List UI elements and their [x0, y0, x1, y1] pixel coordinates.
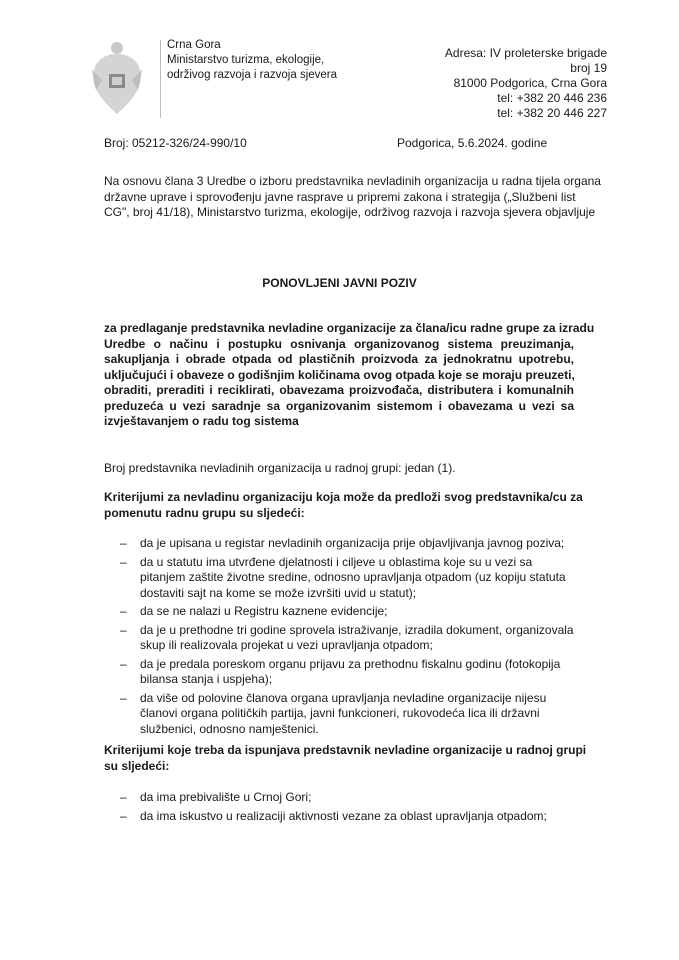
dash-bullet: –: [120, 690, 127, 705]
text-line: državne uprave i sprovođenju javne rasprave u pripremi zakona i strategija („Službeni list: [104, 189, 576, 204]
list-item: – da je upisana u registar nevladinih organizacija prije objavljivanja javnog poziva;: [120, 536, 565, 550]
address-line: broj 19: [570, 61, 607, 75]
list-item: – da je predala poreskom organu prijavu za prethodnu fiskalnu godinu (fotokopija bilansa stanja i uspjeha);: [120, 656, 561, 686]
org-line: Ministarstvo turizma, ekologije,: [167, 54, 325, 66]
document-title: PONOVLJENI JAVNI POZIV: [262, 276, 417, 290]
coat-of-arms-icon: [88, 40, 146, 118]
text-line: su sljedeći:: [104, 758, 170, 773]
text-line: Kriterijumi za nevladinu organizaciju koja može da predloži svog predstavnika/cu za: [104, 490, 583, 504]
rep-criteria-heading: [104, 743, 587, 774]
list-item: – da u statutu ima utvrđene djelatnosti i ciljeve u oblastima koje su u vezi sa pitanjem zaštite životne sredine, odnosno upravljanja otpadom (uz kopiju statuta dostaviti sajt na kome se može izvršiti uvid u statut);: [120, 554, 566, 600]
address-line: tel: +382 20 446 227: [497, 106, 607, 120]
list-item: – da ima iskustvo u realizaciji aktivnosti vezane za oblast upravljanja otpadom;: [120, 808, 547, 823]
org-criteria-list: [120, 536, 574, 740]
text-line: Uredbe o načinu i postupku osnivanja organizovanog sistema preuzimanja,: [104, 336, 574, 351]
org-criteria-heading: [104, 490, 583, 521]
text-line: izvještavanjem o radu tog sistema: [104, 414, 299, 428]
text-line: Na osnovu člana 3 Uredbe o izboru predstavnika nevladinih organizacija u radna tijela organa: [104, 174, 601, 188]
address-line: Adresa: IV proleterske brigade: [444, 46, 607, 60]
address-block: [445, 46, 607, 121]
organization-name: [167, 38, 337, 83]
list-item: – da se ne nalazi u Registru kaznene evidencije;: [120, 604, 388, 618]
text-line: Kriterijumi koje treba da ispunjava predstavnik nevladine organizacije u radnoj grupi: [104, 743, 587, 757]
list-item: – da je u prethodne tri godine sprovela istraživanje, izradila dokument, organizovala skup ili realizovala projekat u vezi upravljanja otpadom;: [120, 622, 574, 652]
dash-bullet: –: [120, 604, 127, 618]
dash-bullet: –: [120, 622, 127, 637]
text-line: pomenutu radnu grupu su sljedeći:: [104, 505, 305, 520]
text-line: sakupljanja i obrade otpada od plastičnih proizvoda za jednokratnu upotrebu,: [104, 352, 574, 366]
text-line: za predlaganje predstavnika nevladine organizacije za člana/icu radne grupe za izradu: [104, 321, 595, 335]
org-line: Crna Gora: [167, 39, 221, 51]
subject-paragraph: [104, 321, 595, 430]
list-item: – da ima prebivalište u Crnoj Gori;: [120, 790, 312, 804]
dash-bullet: –: [120, 554, 127, 569]
address-line: tel: +382 20 446 236: [497, 91, 607, 105]
dash-bullet: –: [120, 656, 127, 671]
list-item: – da više od polovine članova organa upravljanja nevladine organizacije nijesu članovi organa političkih partija, javni funkcioneri, rukovodeća lica ili državni službenici, odnosno namještenici.: [120, 690, 547, 736]
address-line: 81000 Podgorica, Crna Gora: [453, 76, 607, 90]
document-date: Podgorica, 5.6.2024. godine: [397, 136, 548, 150]
intro-paragraph: [104, 174, 601, 221]
dash-bullet: –: [120, 536, 127, 550]
header-divider: [160, 40, 161, 118]
text-line: CG", broj 41/18), Ministarstvo turizma, ekologije, održivog razvoja i razvoja sjevera objavljuje: [104, 205, 596, 219]
text-line: obraditi, preraditi i reciklirati, obavezama proizvođača, distributera i komunalnih: [104, 383, 574, 397]
text-line: preduzeća u vezi saradnje sa organizovanim sistemom i obavezama u vezi sa: [104, 398, 574, 413]
representative-count: Broj predstavnika nevladinih organizacija u radnoj grupi: jedan (1).: [104, 461, 456, 475]
text-line: uključujući i obaveze o godišnjim količinama ovog otpada koje se moraju preuzeti,: [104, 367, 575, 382]
dash-bullet: –: [120, 808, 127, 823]
rep-criteria-list: [120, 790, 574, 827]
dash-bullet: –: [120, 790, 127, 804]
reference-number: Broj: 05212-326/24-990/10: [104, 136, 247, 150]
org-line: održivog razvoja i razvoja sjevera: [167, 69, 338, 81]
